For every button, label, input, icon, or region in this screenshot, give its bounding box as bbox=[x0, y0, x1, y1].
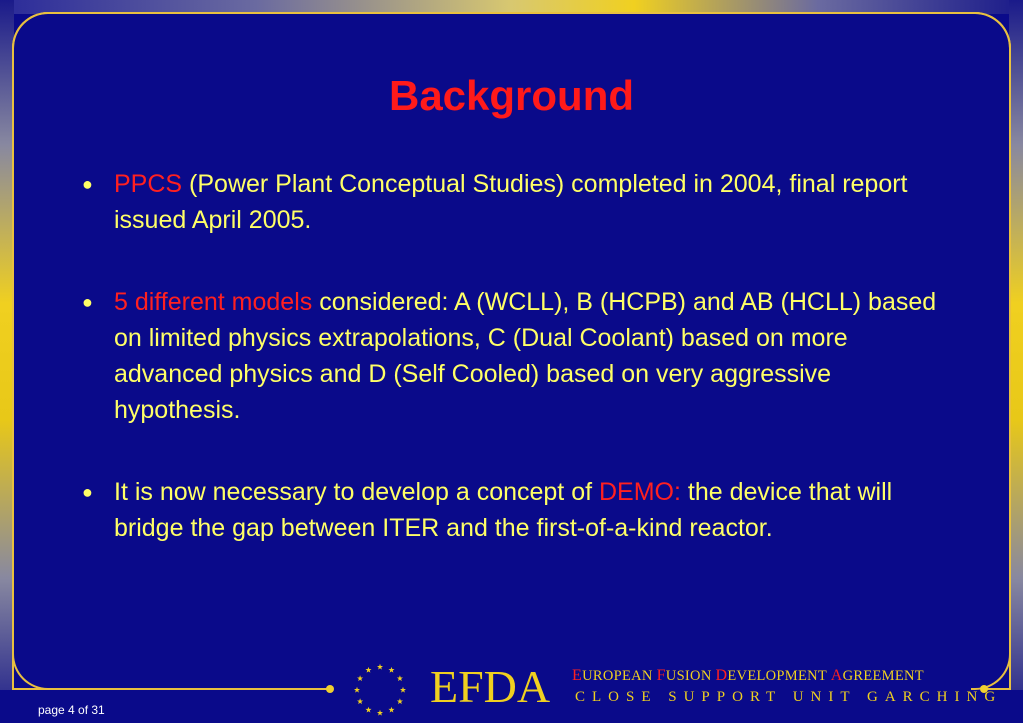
agreement-word: USION bbox=[665, 668, 716, 684]
bullet-dot-icon: ● bbox=[82, 292, 93, 312]
agreement-word: UROPEAN bbox=[582, 668, 657, 684]
bullet-item bbox=[78, 474, 938, 546]
footer-rule-left bbox=[12, 688, 330, 690]
bullet-highlight: 5 different models bbox=[114, 288, 313, 316]
eu-star bbox=[377, 664, 383, 670]
bullet-highlight: PPCS bbox=[114, 170, 183, 198]
eu-star bbox=[388, 707, 394, 713]
page-number: page 4 of 31 bbox=[38, 703, 105, 717]
bullet-dot-icon: ● bbox=[82, 174, 93, 194]
efda-logo: EFDA bbox=[430, 661, 551, 712]
eu-star bbox=[397, 675, 403, 681]
agreement-initial: F bbox=[656, 667, 666, 684]
eu-star bbox=[388, 667, 394, 673]
eu-star bbox=[357, 698, 363, 704]
bullet-text: considered: A (WCLL), B (HCPB) and AB (HCLL) based on limited physics extrapolations, C (Dual Coolant) based on more advanced physics and D (Self Cooled) based on very aggressive hypothesis. bbox=[114, 288, 937, 424]
agreement-initial: E bbox=[572, 667, 583, 684]
bullet-text: the device that will bridge the gap between ITER and the first-of-a-kind reactor. bbox=[114, 478, 893, 542]
eu-star bbox=[357, 675, 363, 681]
bullet-prefix: It is now necessary to develop a concept of bbox=[114, 478, 599, 506]
agreement-word: EVELOPMENT bbox=[727, 668, 831, 684]
agreement-initial: D bbox=[715, 667, 728, 684]
eu-star bbox=[354, 687, 360, 693]
bullet-highlight: DEMO: bbox=[599, 478, 681, 506]
eu-stars-icon bbox=[350, 660, 410, 720]
slide-title: Background bbox=[388, 72, 635, 119]
bullet-text: (Power Plant Conceptual Studies) completed in 2004, final report issued April 2005. bbox=[114, 170, 908, 234]
eu-star bbox=[377, 710, 383, 716]
agreement-word: GREEMENT bbox=[842, 668, 924, 684]
support-unit-line: CLOSE SUPPORT UNIT GARCHING bbox=[575, 689, 1003, 705]
rule-end-dot bbox=[326, 685, 334, 693]
agreement-line bbox=[572, 667, 924, 685]
bullet-item bbox=[78, 166, 938, 238]
bullet-dot-icon: ● bbox=[82, 482, 93, 502]
bullet-item bbox=[78, 284, 938, 428]
eu-star bbox=[365, 707, 371, 713]
eu-star bbox=[400, 687, 406, 693]
agreement-initial: A bbox=[830, 667, 843, 684]
bullet-list bbox=[78, 166, 938, 592]
eu-star bbox=[397, 698, 403, 704]
eu-star bbox=[365, 667, 371, 673]
